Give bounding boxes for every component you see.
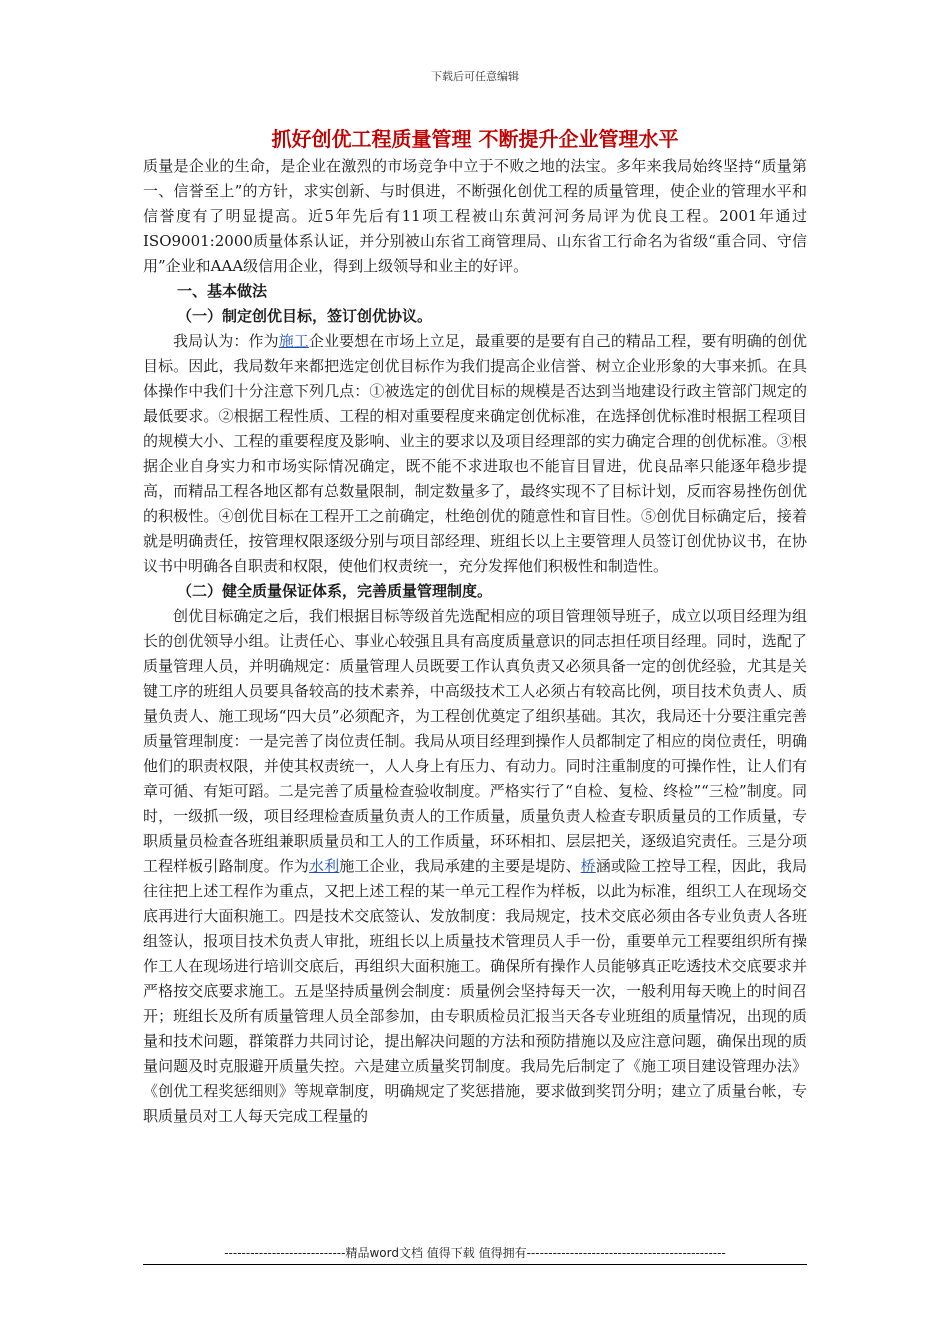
section-heading-basic-practice: 一、基本做法 — [177, 282, 268, 300]
link-construction[interactable]: 施工 — [278, 332, 309, 350]
header-note: 下载后可任意编辑 — [431, 70, 519, 83]
paragraph-2-text-c: 涵或险工控导工程，因此，我局往往把上述工程作为重点，又把上述工程的某一单元工程作为样板，以此为标准，组织工人在现场交底再进行大面积施工。四是技术交底签认、发放制度：我局规定，技术交底必须由各专业负责人各班组签认，报项目技术负责人审批，班组长以上质量技术管理员人手一份，重要单元工程要组织所有操作工人在现场进行培训交底后，再组织大面积施工。确保所有操作人员能够真正吃透技术交底要求并严格按交底要求施工。五是坚持质量例会制度：质量例会坚持每天一次，一般利用每天晚上的时间召开；班组长及所有质量管理人员全部参加，由专职质检员汇报当天各专业班组的质量情况，出现的质量和技术问题，群策群力共同讨论，提出解决问题的方法和预防措施以及应注意问题，确保出现的质量问题及时克服避开质量失控。六是建立质量奖罚制度。我局先后制定了《施工项目建设管理办法》《创优工程奖惩细则》等规章制度，明确规定了奖惩措施，要求做到奖罚分明；建立了质量台帐，专职质量员对工人每天完成工程量的 — [143, 857, 807, 1125]
paragraph-1-text-a: 我局认为：作为 — [173, 332, 279, 350]
paragraph-1 — [143, 329, 807, 579]
paragraph-1-text-b: 企业要想在市场上立足，最重要的是要有自己的精品工程，要有明确的创优目标。因此，我局数年来都把选定创优目标作为我们提高企业信誉、树立企业形象的大事来抓。在具体操作中我们十分注意下列几点：①被选定的创优目标的规模是否达到当地建设行政主管部门规定的最低要求。②根据工程性质、工程的相对重要程度来确定创优标准，在选择创优标准时根据工程项目的规模大小、工程的重要程度及影响、业主的要求以及项目经理部的实力确定合理的创优标准。③根据企业自身实力和市场实际情况确定，既不能不求进取也不能盲目冒进，优良品率只能逐年稳步提高，而精品工程各地区都有总数量限制，制定数量多了，最终实现不了目标计划，反而容易挫伤创优的积极性。④创优目标在工程开工之前确定，杜绝创优的随意性和盲目性。⑤创优目标确定后，接着就是明确责任，按管理权限逐级分别与项目部经理、班组长以上主要管理人员签订创优协议书，在协议书中明确各自职责和权限，使他们权责统一，充分发挥他们积极性和制造性。 — [143, 332, 807, 575]
document-body — [143, 124, 807, 1129]
intro-paragraph: 质量是企业的生命，是企业在激烈的市场竞争中立于不败之地的法宝。多年来我局始终坚持“质量第一、信誉至上”的方针，求实创新、与时俱进，不断强化创优工程的质量管理，使企业的管理水平和信誉度有了明显提高。近5年先后有11项工程被山东黄河河务局评为优良工程。2001年通过ISO9001:2000质量体系认证，并分别被山东省工商管理局、山东省工行命名为省级“重合同、守信用”企业和AAA级信用企业，得到上级领导和业主的好评。 — [143, 157, 807, 275]
footer-divider — [143, 1264, 807, 1265]
document-title: 抓好创优工程质量管理 不断提升企业管理水平 — [271, 127, 679, 151]
footer-banner: ----------------------------精品word文档 值得下载 值得拥有---------------------------------------------- — [224, 1246, 726, 1260]
subsection-heading-1: （一）制定创优目标，签订创优协议。 — [177, 307, 433, 325]
link-water-conservancy[interactable]: 水利 — [309, 857, 340, 875]
subsection-heading-2: （二）健全质量保证体系，完善质量管理制度。 — [177, 582, 493, 600]
paragraph-2-text-b: 施工企业，我局承建的主要是堤防、 — [339, 857, 581, 875]
paragraph-2 — [143, 604, 807, 1129]
link-bridge[interactable]: 桥 — [580, 857, 596, 875]
paragraph-2-text-a: 创优目标确定之后，我们根据目标等级首先选配相应的项目管理领导班子，成立以项目经理为组长的创优领导小组。让责任心、事业心较强且具有高度质量意识的同志担任项目经理。同时，选配了质量管理人员，并明确规定：质量管理人员既要工作认真负责又必须具备一定的创优经验，尤其是关键工序的班组人员要具备较高的技术素养，中高级技术工人必须占有较高比例，项目技术负责人、质量负责人、施工现场“四大员”必须配齐，为工程创优奠定了组织基础。其次，我局还十分要注重完善质量管理制度：一是完善了岗位责任制。我局从项目经理到操作人员都制定了相应的岗位责任，明确他们的职责权限，并使其权责统一，人人身上有压力、有动力。同时注重制度的可操作性，让人们有章可循、有矩可蹈。二是完善了质量检查验收制度。严格实行了“自检、复检、终检”“三检”制度。同时，一级抓一级，项目经理检查质量负责人的工作质量，质量负责人检查专职质量员的工作质量，专职质量员检查各班组兼职质量员和工人的工作质量，环环相扣、层层把关，逐级追究责任。三是分项工程样板引路制度。作为 — [143, 607, 807, 875]
